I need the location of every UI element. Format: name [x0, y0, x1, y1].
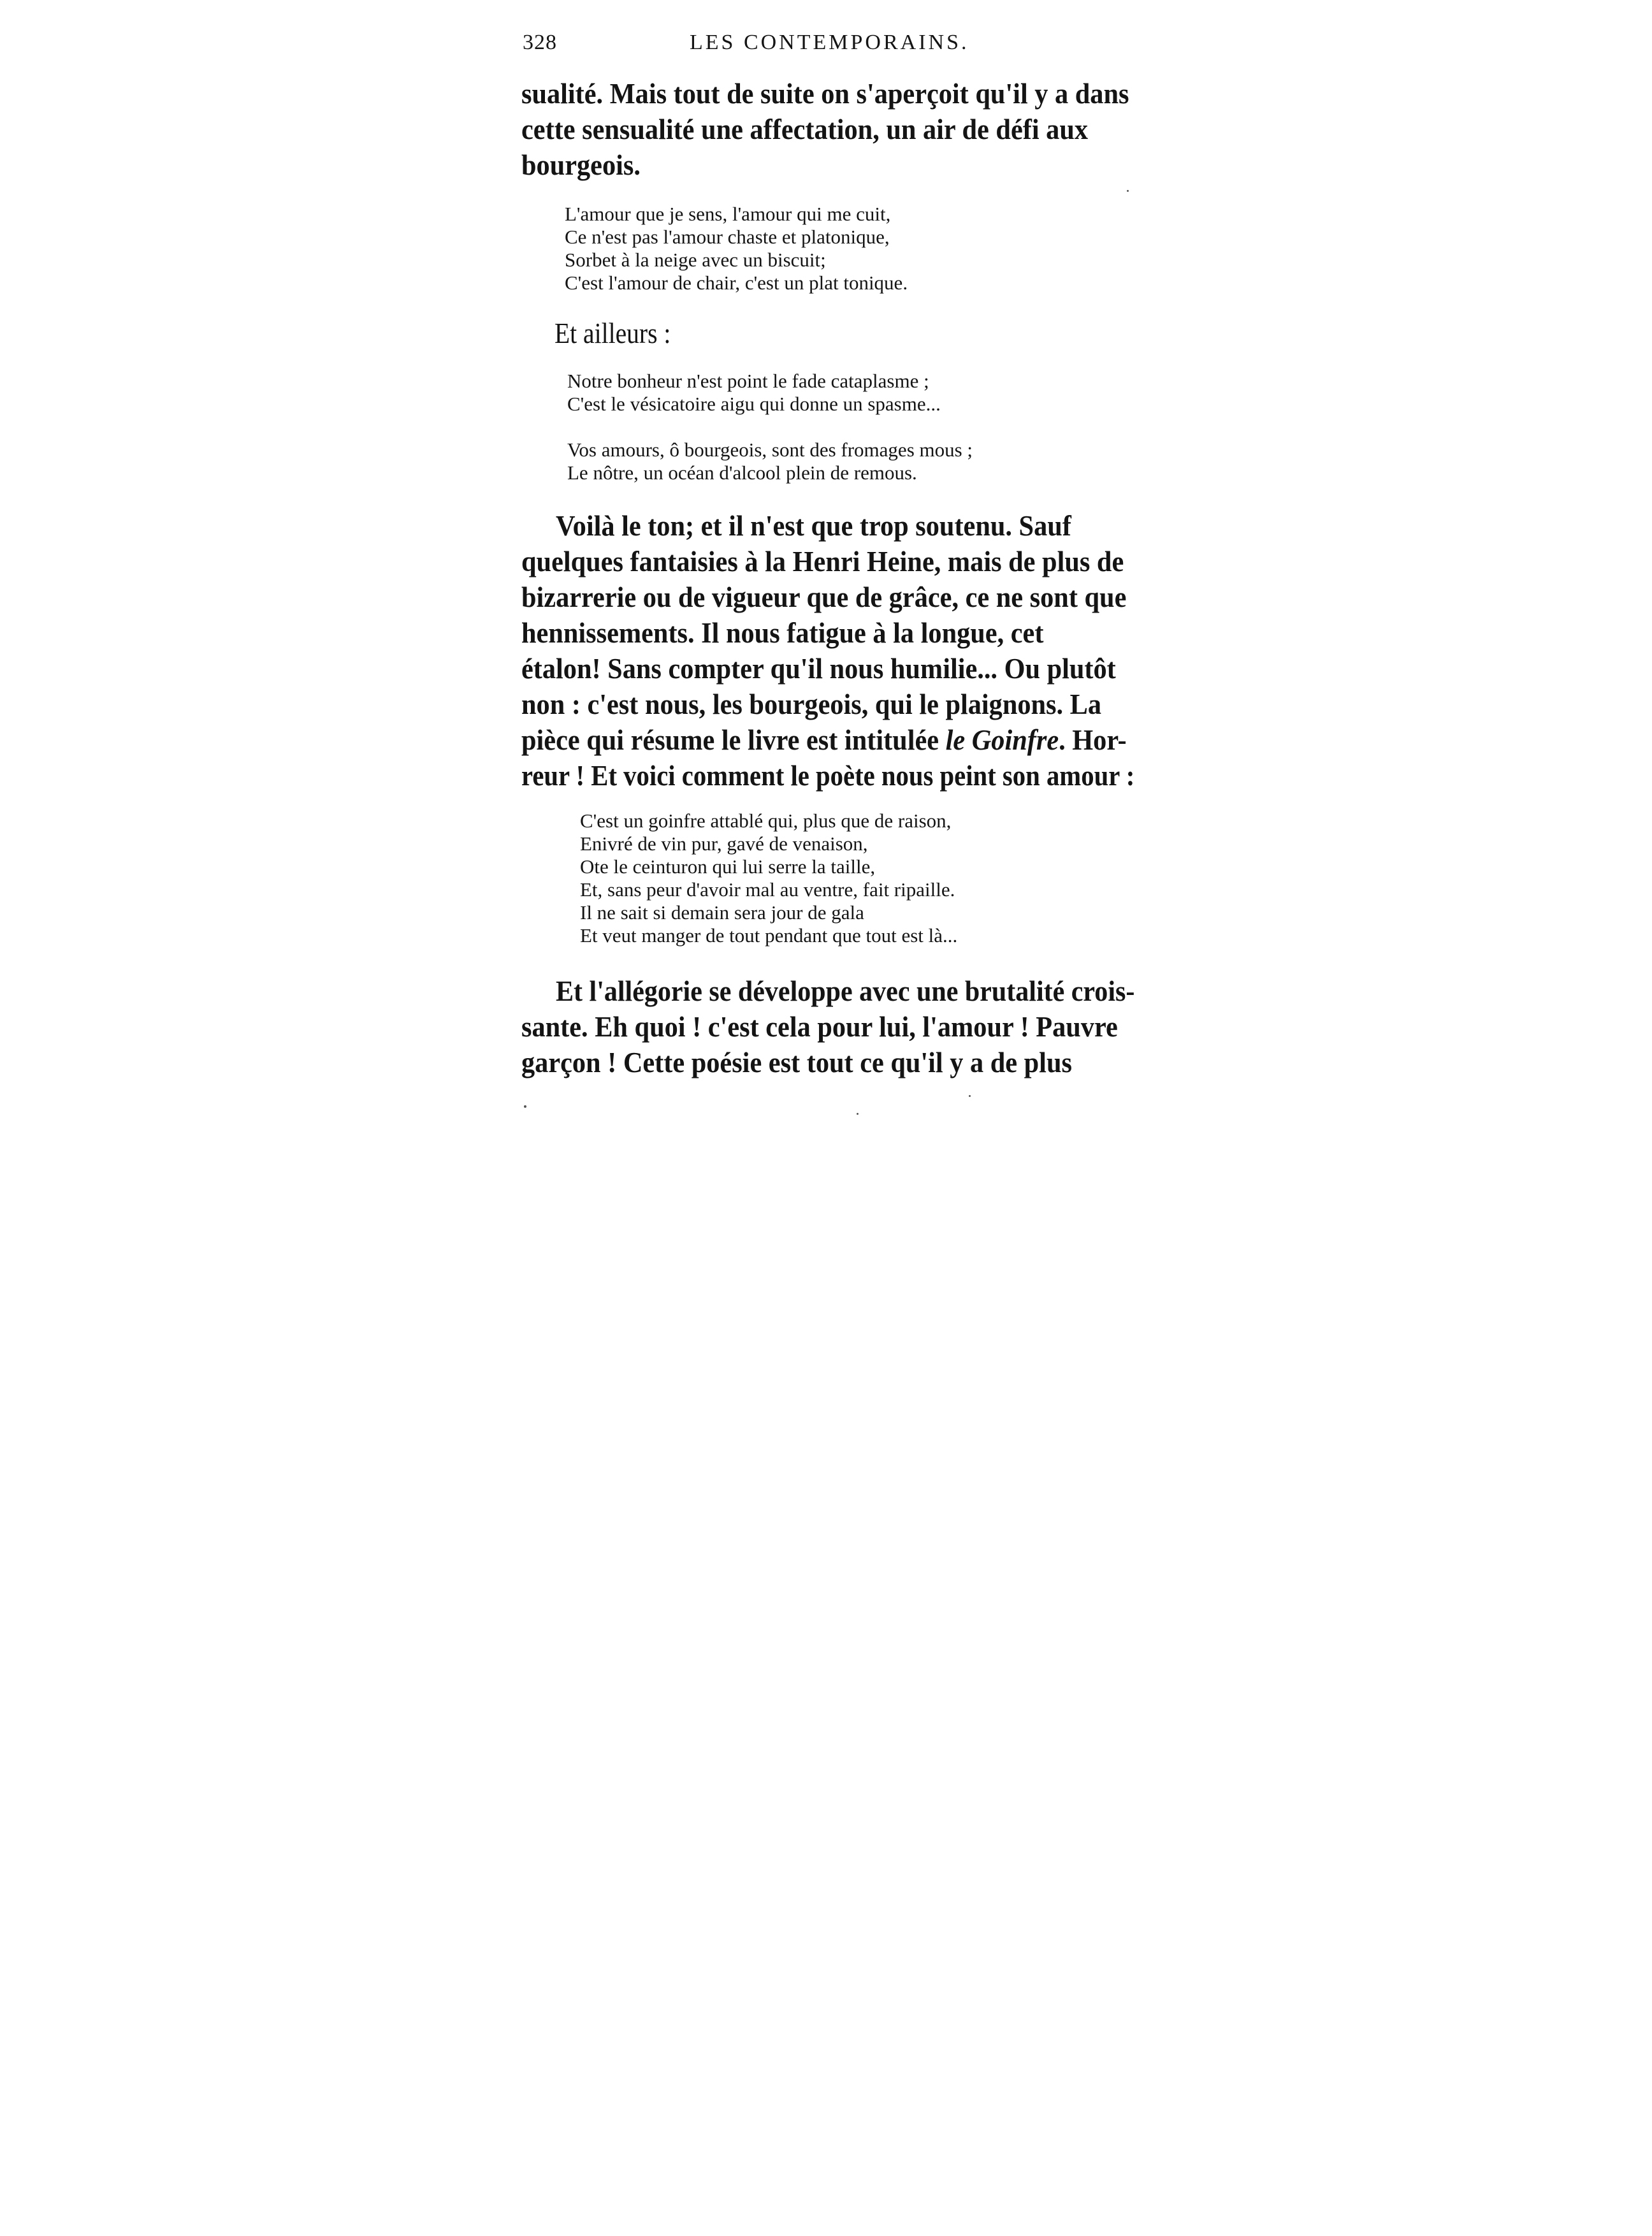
verse-line: Et, sans peur d'avoir mal au ventre, fait ripaille.	[580, 878, 955, 901]
text-line: bizarrerie ou de vigueur que de grâce, ce ne sont que	[521, 581, 1127, 613]
scan-speck	[1127, 190, 1129, 192]
verse-line: Notre bonheur n'est point le fade cataplasme ;	[567, 370, 929, 392]
text-segment: . Hor-	[1059, 723, 1127, 756]
scan-speck	[969, 1095, 971, 1097]
verse-line: Vos amours, ô bourgeois, sont des fromages mous ;	[567, 439, 973, 461]
page-number: 328	[523, 31, 557, 54]
text-line	[521, 725, 1127, 755]
verse-line: C'est l'amour de chair, c'est un plat tonique.	[565, 272, 908, 294]
text-line: sualité. Mais tout de suite on s'aperçoit qu'il y a dans	[521, 77, 1129, 110]
verse-line: Le nôtre, un océan d'alcool plein de remous.	[567, 461, 917, 484]
verse-line: L'amour que je sens, l'amour qui me cuit,	[565, 203, 891, 225]
text-line: reur ! Et voici comment le poète nous peint son amour :	[521, 759, 1135, 792]
running-title: LES CONTEMPORAINS.	[690, 31, 969, 54]
text-line: quelques fantaisies à la Henri Heine, mais de plus de	[521, 545, 1124, 577]
text-line: garçon ! Cette poésie est tout ce qu'il y a de plus	[521, 1046, 1072, 1078]
text-line: hennissements. Il nous fatigue à la longue, cet	[521, 616, 1044, 649]
verse-line: Ote le ceinturon qui lui serre la taille,	[580, 855, 876, 878]
verse-line: Et veut manger de tout pendant que tout est là...	[580, 924, 958, 947]
page-header	[523, 31, 1141, 69]
text-line: cette sensualité une affectation, un air de défi aux	[521, 113, 1089, 145]
scan-speck	[857, 1113, 859, 1115]
text-line: Voilà le ton; et il n'est que trop soutenu. Sauf	[556, 509, 1071, 542]
scan-speck	[524, 1105, 526, 1108]
verse-line: Ce n'est pas l'amour chaste et platonique,	[565, 226, 890, 248]
verse-line: C'est un goinfre attablé qui, plus que de raison,	[580, 809, 952, 832]
text-line: Et l'allégorie se développe avec une brutalité crois-	[556, 975, 1135, 1007]
text-line: sante. Eh quoi ! c'est cela pour lui, l'amour ! Pauvre	[521, 1010, 1118, 1043]
verse-line: Il ne sait si demain sera jour de gala	[580, 901, 864, 924]
transition-text: Et ailleurs :	[554, 317, 671, 349]
text-line: étalon! Sans compter qu'il nous humilie... Ou plutôt	[521, 652, 1116, 685]
text-line: non : c'est nous, les bourgeois, qui le plaignons. La	[521, 688, 1102, 720]
text-line: bourgeois.	[521, 149, 641, 181]
verse-line: Sorbet à la neige avec un biscuit;	[565, 249, 826, 271]
verse-line: C'est le vésicatoire aigu qui donne un spasme...	[567, 393, 941, 415]
verse-line: Enivré de vin pur, gavé de venaison,	[580, 832, 868, 855]
book-title: le Goinfre	[945, 723, 1059, 756]
text-segment: pièce qui résume le livre est intitulée	[521, 723, 946, 756]
